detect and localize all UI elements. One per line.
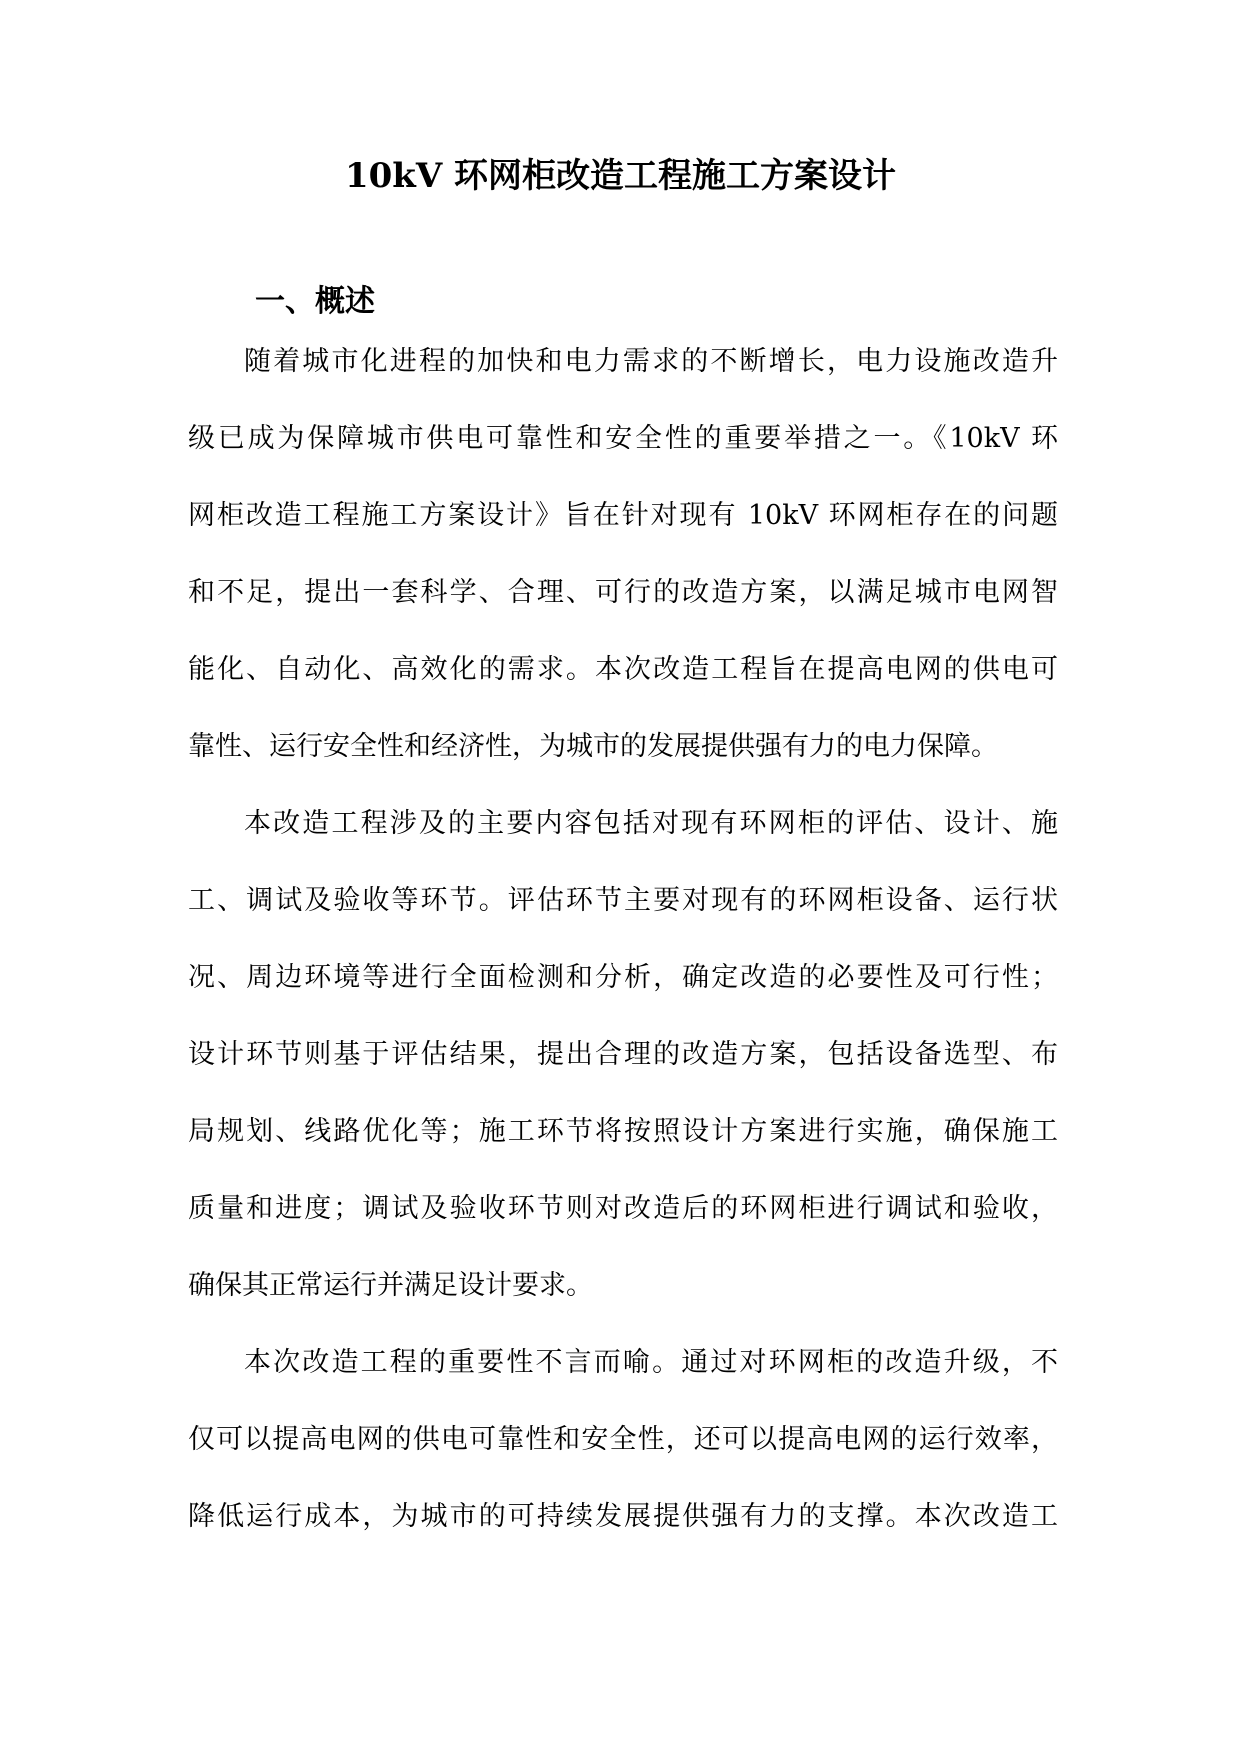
paragraph-line: 工、调试及验收等环节。评估环节主要对现有的环网柜设备、运行状 xyxy=(188,885,1058,916)
paragraph-3 xyxy=(188,1324,1058,1555)
paragraph-line: 靠性、运行安全性和经济性，为城市的发展提供强有力的电力保障。 xyxy=(188,731,998,762)
section-heading: 一、概述 xyxy=(255,284,375,319)
paragraph-line: 能化、自动化、高效化的需求。本次改造工程旨在提高电网的供电可 xyxy=(188,654,1058,685)
paragraph-line: 质量和进度；调试及验收环节则对改造后的环网柜进行调试和验收， xyxy=(188,1193,1058,1224)
paragraph-line: 确保其正常运行并满足设计要求。 xyxy=(188,1270,593,1301)
paragraph-line: 局规划、线路优化等；施工环节将按照设计方案进行实施，确保施工 xyxy=(188,1116,1058,1147)
paragraph-line: 本次改造工程的重要性不言而喻。通过对环网柜的改造升级，不 xyxy=(244,1347,1058,1378)
document-title: 10kV 环网柜改造工程施工方案设计 xyxy=(344,156,897,196)
paragraph-1 xyxy=(188,323,1058,785)
paragraph-line: 本改造工程涉及的主要内容包括对现有环网柜的评估、设计、施 xyxy=(244,808,1058,839)
paragraph-line: 仅可以提高电网的供电可靠性和安全性，还可以提高电网的运行效率， xyxy=(188,1424,1058,1455)
paragraph-2 xyxy=(188,785,1058,1324)
paragraph-line: 随着城市化进程的加快和电力需求的不断增长，电力设施改造升 xyxy=(244,346,1058,377)
paragraph-line: 级已成为保障城市供电可靠性和安全性的重要举措之一。《10kV 环 xyxy=(188,423,1058,454)
paragraph-line: 况、周边环境等进行全面检测和分析，确定改造的必要性及可行性； xyxy=(188,962,1058,993)
paragraph-line: 网柜改造工程施工方案设计》旨在针对现有 10kV 环网柜存在的问题 xyxy=(188,500,1058,531)
paragraph-line: 和不足，提出一套科学、合理、可行的改造方案，以满足城市电网智 xyxy=(188,577,1058,608)
paragraph-line: 设计环节则基于评估结果，提出合理的改造方案，包括设备选型、布 xyxy=(188,1039,1058,1070)
paragraph-line: 降低运行成本，为城市的可持续发展提供强有力的支撑。本次改造工 xyxy=(188,1501,1058,1532)
